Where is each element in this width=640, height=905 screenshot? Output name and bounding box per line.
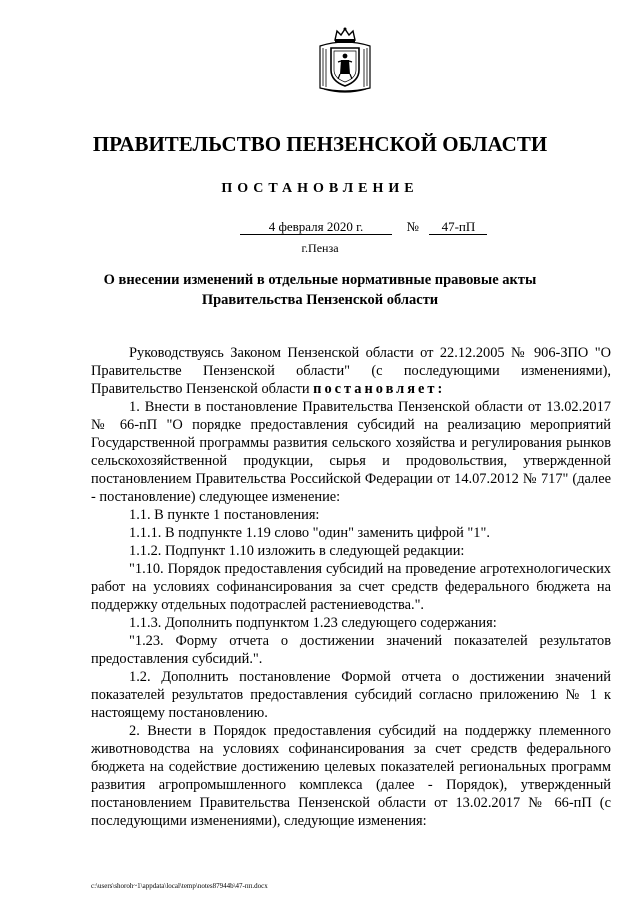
document-type: ПОСТАНОВЛЕНИЕ [221, 181, 419, 196]
coat-of-arms-icon [316, 26, 374, 96]
subject-line-1: О внесении изменений в отдельные нормативные правовые акты [103, 272, 537, 288]
document-body [91, 344, 611, 830]
subject-line-2: Правительства Пензенской области [201, 292, 439, 308]
document-subject [90, 270, 550, 310]
number-sign: № [406, 219, 419, 234]
quote-1-10: "1.10. Порядок предоставления субсидий на проведение агротехнологических работ на условиях софинансирования за счет средств федерального бюджета на поддержку отдельных подотраслей растениеводства.". [91, 561, 611, 613]
paragraph-1-1: 1.1. В пункте 1 постановления: [129, 507, 320, 523]
preamble-keyword: постановляет: [313, 381, 446, 397]
document-date: 4 февраля 2020 г. [240, 220, 392, 235]
paragraph-1-2: 1.2. Дополнить постановление Формой отчета о достижении значений показателей результатов предоставления субсидий согласно приложению № 1 к настоящему постановлению. [91, 669, 611, 721]
quote-1-23: "1.23. Форму отчета о достижении значений показателей результатов предоставления субсидий.". [91, 633, 611, 667]
paragraph-2: 2. Внести в Порядок предоставления субсидий на поддержку племенного животноводства на условиях софинансирования за счет средств федерального бюджета на содействие достижению целевых показателей региональных программ развития агропромышленного комплекса (далее - Порядок), утвержденный постановлением Правительства Пензенской области от 13.02.2017 № 66-пП (с последующими изменениями), следующие изменения: [91, 723, 611, 829]
file-path-footer: c:\users\shoroh~1\appdata\local\temp\notes87944b\47-пп.docx [91, 882, 268, 890]
paragraph-1-1-1: 1.1.1. В подпункте 1.19 слово "один" заменить цифрой "1". [129, 525, 490, 541]
document-number: 47-пП [429, 220, 487, 235]
organization-title: ПРАВИТЕЛЬСТВО ПЕНЗЕНСКОЙ ОБЛАСТИ [92, 132, 548, 156]
paragraph-1-1-2: 1.1.2. Подпункт 1.10 изложить в следующей редакции: [129, 543, 465, 559]
paragraph-1-1-3: 1.1.3. Дополнить подпунктом 1.23 следующего содержания: [129, 615, 497, 631]
preamble-text: Руководствуясь Законом Пензенской области от 22.12.2005 № 906-ЗПО "О Правительстве Пензенской области" (с последующими изменениями), Правительство Пензенской области [91, 345, 611, 397]
paragraph-1: 1. Внести в постановление Правительства Пензенской области от 13.02.2017 № 66-пП "О порядке предоставления субсидий на реализацию мероприятий Государственной программы развития сельского хозяйства и регулирования рынков сельскохозяйственной продукции, сырья и продовольствия, утвержденной постановлением Правительства Российской Федерации от 14.07.2012 № 717" (далее - постановление) следующее изменение: [91, 399, 611, 505]
preamble-paragraph [91, 344, 611, 398]
date-number-line [240, 219, 487, 235]
city: г.Пенза [301, 241, 339, 255]
